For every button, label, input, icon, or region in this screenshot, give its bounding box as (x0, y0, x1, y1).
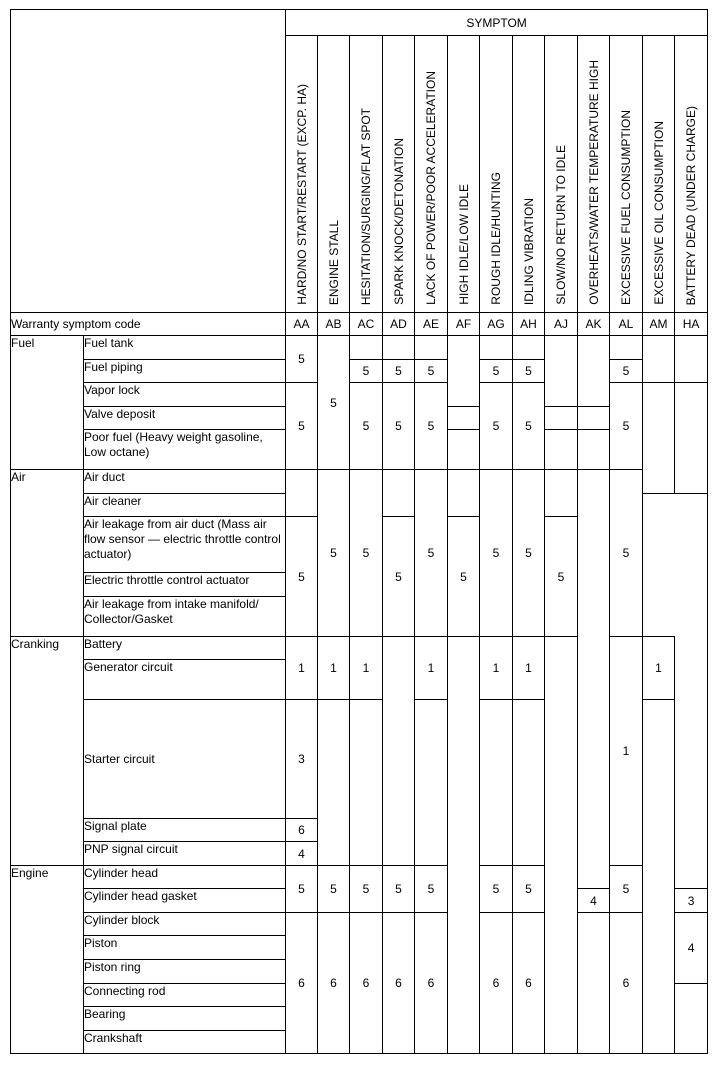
cell-ak-fuel-top (578, 336, 610, 407)
cell-ah-air: 5 (513, 470, 545, 637)
symptom-name: EXCESSIVE OIL CONSUMPTION (651, 121, 666, 305)
cell-ag-crank-bottom (480, 700, 513, 866)
cell-ag-fuel-tank (480, 336, 513, 360)
cell-ae-crank: 1 (415, 637, 448, 700)
item-air-cleaner: Air cleaner (84, 494, 286, 517)
cell-ag-crank: 1 (480, 637, 513, 700)
cell-ae-eng-bottom: 6 (415, 913, 448, 1054)
cell-ag-eng-bottom: 6 (480, 913, 513, 1054)
cell-ad-air-top (383, 470, 415, 517)
group-air: Air (11, 470, 84, 637)
cell-am-fuel-mid (643, 383, 675, 494)
code-ah: AH (513, 313, 545, 336)
item-piston: Piston (84, 936, 286, 960)
symptom-name: LACK OF POWER/POOR ACCELERATION (424, 71, 438, 305)
symptom-name: IDLING VIBRATION (521, 197, 536, 305)
cell-ak-eng-bottom (578, 913, 610, 1054)
cell-aa-eng-top: 5 (286, 866, 318, 913)
cell-ae-fuel-piping: 5 (415, 360, 448, 383)
cell-al-eng-bottom: 6 (610, 913, 643, 1054)
cell-aa-poor-fuel: 5 (286, 383, 318, 470)
symptom-name: SLOW/NO RETURN TO IDLE (554, 145, 568, 305)
cell-aa-fuel-tank: 5 (286, 336, 318, 383)
cell-ag-air: 5 (480, 470, 513, 637)
item-cyl-head-gasket: Cylinder head gasket (84, 889, 286, 913)
cell-ac-eng-top: 5 (350, 866, 383, 913)
cell-aj-crank (545, 637, 578, 1054)
symptom-col-ab (318, 36, 350, 313)
symptom-name: HESITATION/SURGING/FLAT SPOT (359, 107, 373, 305)
cell-ad-air: 5 (383, 517, 415, 637)
cell-ac-fuel-tank (350, 336, 383, 360)
cell-ak-gasket: 4 (578, 889, 610, 913)
item-pnp: PNP signal circuit (84, 842, 286, 866)
cell-aj-air-top (545, 470, 578, 517)
code-af: AF (448, 313, 480, 336)
table-corner (11, 10, 286, 313)
symptom-col-aj (545, 36, 578, 313)
cell-ad-fuel-tank (383, 336, 415, 360)
cell-ae-fuel-tank (415, 336, 448, 360)
cell-ab-fuel: 5 (318, 336, 350, 470)
cell-ah-fuel-tank (513, 336, 545, 360)
cell-af-air-top (448, 470, 480, 517)
item-poor-fuel: Poor fuel (Heavy weight gasoline, Low octane) (84, 430, 286, 470)
symptom-col-am (643, 36, 675, 313)
cell-am-gasket: 3 (675, 889, 708, 913)
item-crankshaft: Crankshaft (84, 1031, 286, 1054)
cell-aa-eng-bottom: 6 (286, 913, 318, 1054)
cell-aa-starter: 3 (286, 700, 318, 819)
code-aj: AJ (545, 313, 578, 336)
cell-ab-crank: 1 (318, 637, 350, 700)
cell-ad-poor-fuel: 5 (383, 383, 415, 470)
symptom-name: SPARK KNOCK/DETONATION (391, 138, 406, 305)
cell-am-piston: 4 (675, 913, 708, 984)
cell-ak-valve-deposit (578, 407, 610, 430)
cell-al-crank: 1 (610, 637, 643, 866)
item-cyl-block: Cylinder block (84, 913, 286, 936)
cell-al-poor-fuel: 5 (610, 383, 643, 470)
cell-ha-fuel-mid (675, 383, 708, 494)
cell-al-eng-top: 5 (610, 866, 643, 913)
group-engine: Engine (11, 866, 84, 1054)
cell-ha-fuel-top (675, 336, 708, 383)
cell-aa-crank-top: 1 (286, 637, 318, 700)
symptom-col-al (610, 36, 643, 313)
cell-aj-air: 5 (545, 517, 578, 637)
cell-al-fuel-tank (610, 336, 643, 360)
cell-af-fuel-bottom (448, 430, 480, 470)
cell-ac-crank: 1 (350, 637, 383, 700)
cell-aa-air-top (286, 470, 318, 517)
cell-ac-poor-fuel: 5 (350, 383, 383, 470)
cell-ab-crank-bottom (318, 700, 350, 866)
code-ag: AG (480, 313, 513, 336)
symptom-col-aa (286, 36, 318, 313)
item-piston-ring: Piston ring (84, 960, 286, 984)
code-ak: AK (578, 313, 610, 336)
cell-aa-air: 5 (286, 517, 318, 637)
cell-ae-poor-fuel: 5 (415, 383, 448, 470)
item-vapor-lock: Vapor lock (84, 383, 286, 407)
item-bearing: Bearing (84, 1007, 286, 1031)
symptom-col-ac (350, 36, 383, 313)
item-fuel-tank: Fuel tank (84, 336, 286, 360)
symptom-col-ah (513, 36, 545, 313)
item-fuel-piping: Fuel piping (84, 360, 286, 383)
cell-ac-air: 5 (350, 470, 383, 637)
code-ac: AC (350, 313, 383, 336)
group-fuel: Fuel (11, 336, 84, 470)
cell-ah-eng-top: 5 (513, 866, 545, 913)
cell-ad-crank (383, 637, 415, 866)
cell-ac-fuel-piping: 5 (350, 360, 383, 383)
code-al: AL (610, 313, 643, 336)
code-ae: AE (415, 313, 448, 336)
symptom-name: ENGINE STALL (326, 219, 341, 305)
cell-ah-crank-bottom (513, 700, 545, 866)
symptom-name: HARD/NO START/RESTART (EXCP. HA) (294, 84, 309, 305)
item-signal-plate: Signal plate (84, 819, 286, 842)
cell-aa-signal-plate: 6 (286, 819, 318, 842)
symptom-col-ak (578, 36, 610, 313)
cell-al-fuel-piping: 5 (610, 360, 643, 383)
symptom-name: ROUGH IDLE/HUNTING (489, 172, 503, 305)
symptom-name: BATTERY DEAD (UNDER CHARGE) (684, 105, 699, 305)
item-air-leak-duct: Air leakage from air duct (Mass air flow sensor — electric throttle control actuator) (84, 517, 286, 573)
cell-ac-eng-bottom: 6 (350, 913, 383, 1054)
code-ad: AD (383, 313, 415, 336)
warranty-code-label: Warranty symptom code (11, 313, 286, 336)
code-am: AM (643, 313, 675, 336)
cell-ah-eng-bottom: 6 (513, 913, 545, 1054)
cell-ab-eng-bottom: 6 (318, 913, 350, 1054)
cell-ab-air: 5 (318, 470, 350, 637)
cell-ha-crank-bottom (643, 700, 675, 1054)
code-ha: HA (675, 313, 708, 336)
symptom-matrix-table (10, 9, 708, 1054)
cell-ad-eng-top: 5 (383, 866, 415, 913)
symptom-col-af (448, 36, 480, 313)
cell-ad-fuel-piping: 5 (383, 360, 415, 383)
item-air-duct: Air duct (84, 470, 286, 494)
cell-ag-eng-top: 5 (480, 866, 513, 913)
cell-ah-fuel-piping: 5 (513, 360, 545, 383)
cell-am-fuel-top (643, 336, 675, 383)
cell-ae-crank-bottom (415, 700, 448, 866)
symptom-col-ae (415, 36, 448, 313)
item-air-leak-manifold: Air leakage from intake manifold/ Collector/Gasket (84, 597, 286, 637)
cell-aa-pnp: 4 (286, 842, 318, 866)
cell-ag-poor-fuel: 5 (480, 383, 513, 470)
cell-af-air: 5 (448, 517, 480, 637)
cell-af-crank (448, 637, 480, 1054)
cell-ak-fuel-bottom (578, 430, 610, 470)
symptom-header: SYMPTOM (286, 10, 708, 36)
cell-am-eng-bottom (675, 984, 708, 1054)
symptom-name: OVERHEATS/WATER TEMPERATURE HIGH (586, 60, 601, 305)
cell-af-valve-deposit (448, 407, 480, 430)
symptom-name: EXCESSIVE FUEL CONSUMPTION (619, 110, 633, 305)
item-cyl-head: Cylinder head (84, 866, 286, 889)
item-conrod: Connecting rod (84, 984, 286, 1007)
cell-ae-air: 5 (415, 470, 448, 637)
item-etc-actuator: Electric throttle control actuator (84, 573, 286, 597)
cell-ah-poor-fuel: 5 (513, 383, 545, 470)
cell-al-air: 5 (610, 470, 643, 637)
cell-ab-eng-top: 5 (318, 866, 350, 913)
symptom-name: HIGH IDLE/LOW IDLE (456, 184, 471, 305)
symptom-col-ag (480, 36, 513, 313)
symptom-col-ad (383, 36, 415, 313)
code-aa: AA (286, 313, 318, 336)
cell-aj-fuel-top (545, 336, 578, 407)
cell-af-fuel-top (448, 336, 480, 407)
cell-ad-eng-bottom: 6 (383, 913, 415, 1054)
cell-ac-crank-bottom (350, 700, 383, 866)
item-generator: Generator circuit (84, 660, 286, 700)
item-valve-deposit: Valve deposit (84, 407, 286, 430)
cell-ak-air (578, 470, 610, 889)
symptom-col-ha (675, 36, 708, 313)
code-ab: AB (318, 313, 350, 336)
item-battery: Battery (84, 637, 286, 660)
cell-ah-crank: 1 (513, 637, 545, 700)
cell-aj-fuel-bottom (545, 430, 578, 470)
cell-ha-crank: 1 (643, 637, 675, 700)
cell-ae-eng-top: 5 (415, 866, 448, 913)
group-cranking: Cranking (11, 637, 84, 866)
cell-ag-fuel-piping: 5 (480, 360, 513, 383)
cell-aj-valve-deposit (545, 407, 578, 430)
item-starter: Starter circuit (84, 700, 286, 819)
